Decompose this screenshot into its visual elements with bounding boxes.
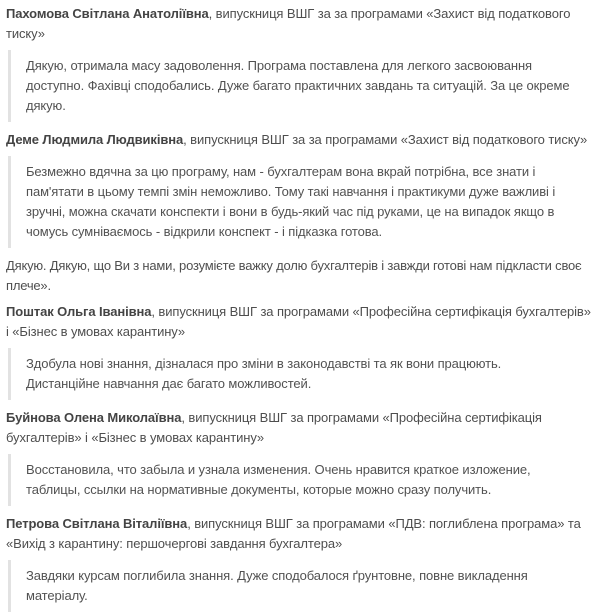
- graduate-descriptor: , випускниця ВШГ за за програмами «Захист від податкового тиску»: [183, 132, 588, 147]
- graduate-name: Поштак Ольга Іванівна: [6, 304, 152, 319]
- testimonial-quote: [8, 454, 592, 506]
- testimonial-item-1: [6, 4, 592, 122]
- testimonial-item-3: [6, 302, 592, 400]
- graduate-name: Пахомова Світлана Анатоліївна: [6, 6, 209, 21]
- graduate-name: Буйнова Олена Миколаївна: [6, 410, 182, 425]
- testimonial-item-2: [6, 130, 592, 296]
- testimonial-quote: [8, 156, 592, 248]
- testimonial-quote: [8, 560, 592, 612]
- quote-text: Здобула нові знання, дізналася про зміни в законодавстві та як вони працюють. Дистанційне навчання дає багато можливостей.: [26, 356, 502, 391]
- testimonial-header: [6, 408, 592, 448]
- testimonial-extra-paragraph: Дякую. Дякую, що Ви з нами, розумієте важку долю бухгалтерів і завжди готові нам підкласти своє плече».: [6, 258, 582, 293]
- quote-text: Безмежно вдячна за цю програму, нам - бухгалтерам вона вкрай потрібна, все знати і пам'ятати в цьому темпі змін неможливо. Тому такі навчання і практикуми дуже важливі і зручні, можна скачати конспекти і вони в будь-який час під руками, це на випадок якщо в чомусь сумніваємось - відкрили конспект - і підказка готова.: [26, 164, 556, 239]
- quote-text: Дякую, отримала масу задоволення. Програма поставлена для легкого засвоювання доступно. Фахівці сподобались. Дуже багато практичних завдань та ситуацій. За це окреме дякую.: [26, 58, 570, 113]
- testimonial-item-5: [6, 514, 592, 612]
- testimonial-header: [6, 514, 592, 554]
- testimonial-header: [6, 130, 592, 150]
- testimonial-header: [6, 302, 592, 342]
- testimonial-quote: [8, 348, 592, 400]
- quote-text: Восстановила, что забыла и узнала изменения. Очень нравится краткое изложение, таблицы, ссылки на нормативные документы, которые можно сразу получить.: [26, 462, 531, 497]
- testimonial-item-4: [6, 408, 592, 506]
- quote-text: Завдяки курсам поглибила знання. Дуже сподобалося ґрунтовне, повне викладення матеріалу.: [26, 568, 528, 603]
- testimonial-header: [6, 4, 592, 44]
- graduate-name: Деме Людмила Людвиківна: [6, 132, 184, 147]
- graduate-descriptor: , випускниця ВШГ за програмами «Професійна сертифікація бухгалтерів» і «Бізнес в умовах карантину»: [6, 410, 542, 445]
- graduate-descriptor: , випускниця ВШГ за програмами «Професійна сертифікація бухгалтерів» і «Бізнес в умовах карантину»: [6, 304, 591, 339]
- graduate-name: Петрова Світлана Віталіївна: [6, 516, 188, 531]
- graduate-descriptor: , випускниця ВШГ за за програмами «Захист від податкового тиску»: [6, 6, 571, 41]
- testimonial-quote: [8, 50, 592, 122]
- graduate-descriptor: , випускниця ВШГ за програмами «ПДВ: поглиблена програма» та «Вихід з карантину: першочергові завдання бухгалтера»: [6, 516, 581, 551]
